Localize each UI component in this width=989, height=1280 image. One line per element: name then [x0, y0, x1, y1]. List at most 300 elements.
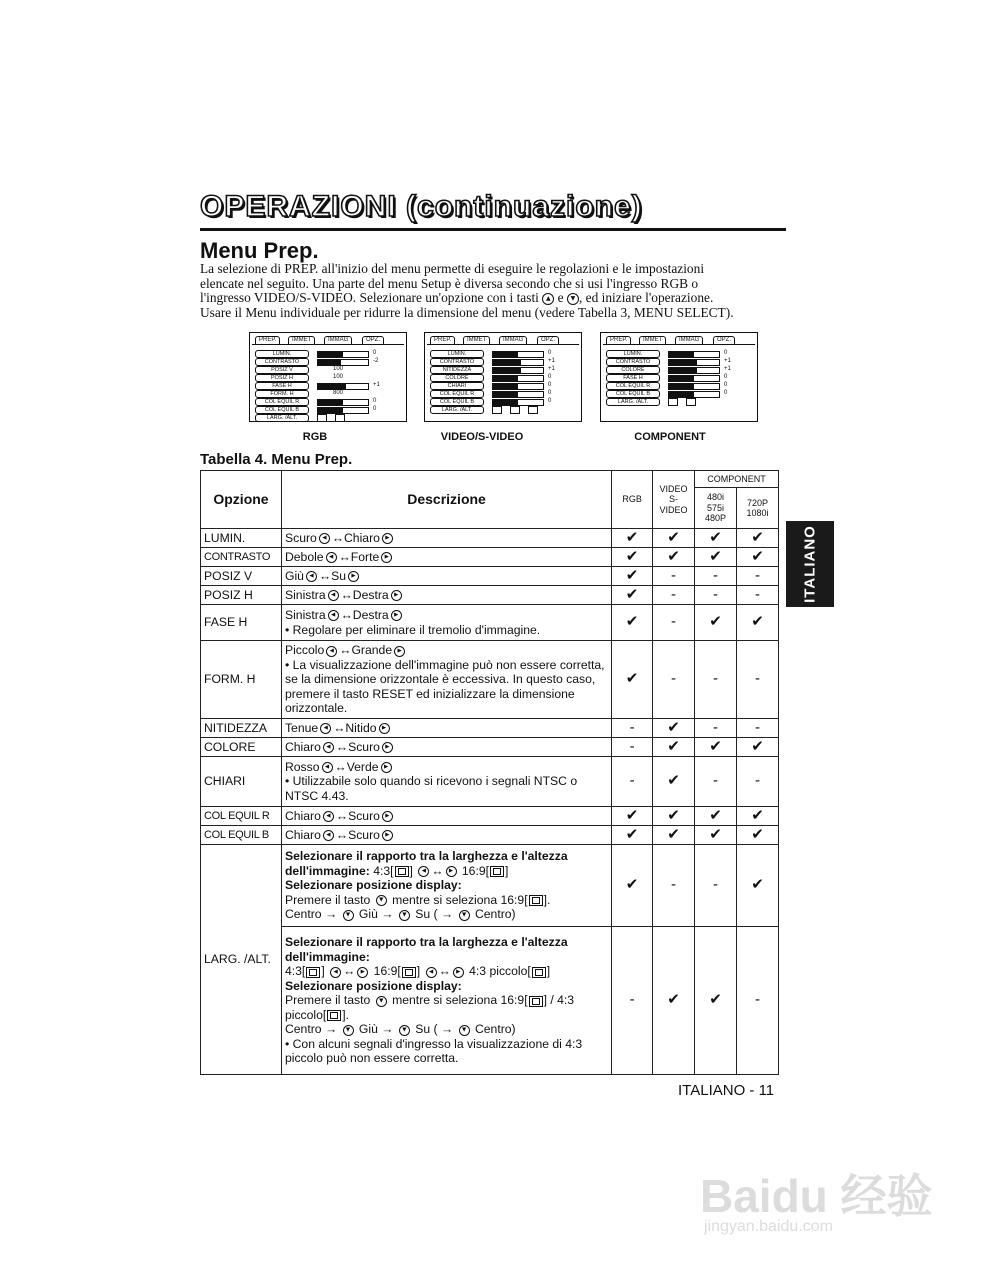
- right-button-icon: ▶: [382, 533, 393, 544]
- menu-row-label: LARG. /ALT.: [606, 398, 660, 406]
- left-button-icon: ◀: [306, 571, 317, 582]
- check-mark: ✔: [695, 807, 737, 826]
- menu-tab[interactable]: IMMAG: [675, 336, 703, 345]
- menu-level-bar: [668, 359, 720, 366]
- ratio-small: 4:3 piccolo[: [469, 964, 531, 979]
- menu-tabs: [252, 335, 404, 345]
- range-high: Forte: [350, 549, 380, 564]
- range-low: Sinistra: [284, 608, 326, 622]
- screen-169-icon: [529, 996, 543, 1007]
- page-heading: OPERAZIONI (continuazione): [200, 190, 643, 223]
- range-low: Giù: [284, 568, 304, 583]
- menu-row-label: POSIZ H: [255, 374, 309, 382]
- range-high: Su: [331, 568, 347, 583]
- down-button-icon: ▼: [399, 1025, 410, 1036]
- option-range: Chiaro ◀ ↔Scuro ▶: [281, 738, 611, 757]
- component-menu-screen: [600, 332, 758, 422]
- right-button-icon: ▶: [382, 830, 393, 841]
- menu-level-fill: [669, 376, 694, 381]
- up-button-icon: ▲: [542, 293, 554, 305]
- dash-mark: -: [612, 719, 653, 738]
- left-button-icon: ◀: [323, 742, 334, 753]
- screen-169-icon: [490, 866, 504, 877]
- option-note: • Regolare per eliminare il tremolio d'immagine.: [284, 622, 541, 637]
- menu-row-value: 0: [373, 398, 377, 404]
- dash-mark: -: [695, 567, 737, 586]
- desc-text: Premere il tasto: [284, 993, 371, 1008]
- range-low: Chiaro: [284, 808, 321, 823]
- option-name: NITIDEZZA: [201, 719, 282, 738]
- screen-43-icon: [306, 967, 320, 978]
- menu-row-label: COL EQUIL R: [255, 398, 309, 406]
- desc-bold: Selezionare posizione display:: [284, 978, 462, 993]
- desc-text: Centro: [284, 1022, 322, 1037]
- menu-row-label: FASE H: [255, 382, 309, 390]
- option-range: Tenue ◀ ↔Nitido ▶: [281, 719, 611, 738]
- left-button-icon: ◀: [320, 723, 331, 734]
- menu-row[interactable]: [606, 374, 756, 381]
- option-name: POSIZ V: [201, 567, 282, 586]
- left-button-icon: ◀: [323, 830, 334, 841]
- menu-row-label: COL EQUIL B: [255, 406, 309, 414]
- menu-row[interactable]: [255, 358, 405, 365]
- table-row: [201, 719, 779, 738]
- intro-text: , ed iniziare l'operazione.: [578, 290, 714, 306]
- menu-row[interactable]: [430, 406, 580, 413]
- menu-row[interactable]: [606, 358, 756, 365]
- header-component: COMPONENT: [695, 471, 779, 488]
- intro-line: elencate nel seguito. Una parte del menu Setup è diversa secondo che si usi l'ingresso RGB o: [200, 275, 699, 291]
- desc-text: Su (: [415, 1022, 438, 1037]
- intro-text: e: [557, 290, 564, 306]
- menu-level-fill: [493, 352, 518, 357]
- dash-mark: -: [736, 927, 778, 1075]
- dash-mark: -: [736, 586, 778, 605]
- desc-text: mentre si seleziona 16:9[: [392, 892, 528, 907]
- desc-bold: Selezionare il rapporto tra la larghezza e l'altezza: [284, 935, 568, 950]
- option-range: Rosso ◀ ↔Verde ▶ • Utilizzabile solo quando si ricevono i segnali NTSC o NTSC 4.43.: [281, 757, 611, 807]
- check-mark: ✔: [695, 605, 737, 641]
- h-480i: 480i: [707, 492, 725, 503]
- option-range: Giù ◀ ↔Su ▶: [281, 567, 611, 586]
- left-button-icon: ◀: [328, 590, 339, 601]
- menu-tab[interactable]: OPZ.: [537, 336, 559, 345]
- menu-tab[interactable]: IMMET: [288, 336, 315, 345]
- left-button-icon: ◀: [418, 866, 429, 877]
- menu-row-label: COL EQUIL B: [430, 398, 484, 406]
- desc-bold: Selezionare posizione display:: [284, 878, 462, 893]
- down-button-icon: ▼: [399, 910, 410, 921]
- check-mark: ✔: [653, 757, 695, 807]
- range-low: Chiaro: [284, 827, 321, 842]
- menu-level-fill: [669, 392, 694, 397]
- intro-line: La selezione di PREP. all'inizio del menu permette di eseguire le regolazioni e le impostazioni: [200, 261, 705, 276]
- option-name: FORM. H: [201, 641, 282, 719]
- menu-row-value: 0: [548, 390, 552, 396]
- menu-row-label: COLORE: [430, 374, 484, 382]
- header-component-hd: [736, 488, 778, 529]
- menu-tabs: [427, 335, 579, 345]
- menu-row-value: 0: [548, 398, 552, 404]
- right-button-icon: ▶: [348, 571, 359, 582]
- screen-43-icon: [395, 866, 409, 877]
- menu-row[interactable]: [255, 390, 405, 397]
- intro-text: l'ingresso VIDEO/S-VIDEO. Selezionare un'opzione con i tasti: [200, 290, 539, 306]
- menu-row[interactable]: [430, 350, 580, 357]
- check-mark: ✔: [612, 826, 653, 845]
- table-row: [201, 567, 779, 586]
- dash-mark: -: [612, 927, 653, 1075]
- menu-row-label: FORM. H: [255, 390, 309, 398]
- menu-level-fill: [669, 352, 694, 357]
- menu-tab[interactable]: IMMAG: [324, 336, 352, 345]
- menu-level-fill: [493, 392, 518, 397]
- menu-level-bar: [317, 399, 369, 406]
- check-mark: ✔: [653, 927, 695, 1075]
- check-mark: ✔: [736, 529, 778, 548]
- dash-mark: -: [736, 641, 778, 719]
- section-title: Menu Prep.: [200, 238, 319, 263]
- left-button-icon: ◀: [330, 967, 341, 978]
- dash-mark: -: [653, 567, 695, 586]
- table-row: [201, 641, 779, 719]
- check-mark: ✔: [653, 548, 695, 567]
- menu-row-value: 0: [548, 374, 552, 380]
- menu-row[interactable]: [255, 350, 405, 357]
- menu-row-value: +1: [548, 358, 555, 364]
- watermark-url: jingyan.baidu.com: [704, 1218, 833, 1235]
- table-row: [201, 927, 779, 1075]
- left-button-icon: ◀: [319, 533, 330, 544]
- menu-row[interactable]: [430, 358, 580, 365]
- header-opzione: Opzione: [201, 471, 282, 529]
- check-mark: ✔: [653, 807, 695, 826]
- menu-caption-video: VIDEO/S-VIDEO: [440, 431, 524, 443]
- check-mark: ✔: [736, 548, 778, 567]
- option-name: COLORE: [201, 738, 282, 757]
- desc-text: piccolo[: [284, 1007, 327, 1022]
- menu-level-fill: [318, 408, 343, 413]
- check-mark: ✔: [612, 586, 653, 605]
- language-side-tab: [786, 521, 834, 607]
- dash-mark: -: [736, 567, 778, 586]
- check-mark: ✔: [653, 826, 695, 845]
- check-mark: ✔: [695, 927, 737, 1075]
- menu-row-label: COL EQUIL R: [606, 382, 660, 390]
- right-button-icon: ▶: [357, 967, 368, 978]
- desc-bold: dell'immagine:: [284, 863, 370, 878]
- intro-line: Usare il Menu individuale per ridurre la dimensione del menu (vedere Tabella 3, MENU SELECT).: [200, 304, 734, 320]
- table-row: [201, 757, 779, 807]
- menu-row[interactable]: [606, 398, 756, 405]
- menu-level-bar: [492, 367, 544, 374]
- h-720p: 720P: [746, 497, 768, 508]
- menu-row[interactable]: [255, 374, 405, 381]
- header-svideo-line: S-VIDEO: [659, 494, 688, 515]
- option-name: COL EQUIL R: [201, 807, 282, 826]
- range-low: Sinistra: [284, 587, 326, 602]
- aspect-icon: [492, 406, 502, 414]
- range-low: Chiaro: [284, 739, 321, 754]
- menu-row[interactable]: [606, 350, 756, 357]
- option-range: Sinistra ◀ ↔Destra ▶: [281, 586, 611, 605]
- menu-row-value: 0: [373, 406, 377, 412]
- menu-level-fill: [318, 384, 346, 389]
- menu-row-value: 0: [724, 390, 728, 396]
- option-range: Chiaro ◀ ↔Scuro ▶: [281, 826, 611, 845]
- check-mark: ✔: [612, 548, 653, 567]
- left-button-icon: ◀: [326, 646, 337, 657]
- down-button-icon: ▼: [376, 895, 387, 906]
- menu-tab[interactable]: IMMET: [463, 336, 490, 345]
- table-row: [201, 738, 779, 757]
- option-range: Debole ◀ ↔Forte ▶: [281, 548, 611, 567]
- right-button-icon: ▶: [446, 866, 457, 877]
- range-high: Scuro: [348, 827, 380, 842]
- menu-row-label: COL EQUIL R: [430, 390, 484, 398]
- rgb-menu-screen: [249, 332, 407, 422]
- menu-tab[interactable]: OPZ.: [713, 336, 735, 345]
- down-button-icon: ▼: [567, 293, 579, 305]
- menu-row-value: 0: [373, 350, 377, 356]
- menu-row-label: LUMIN.: [606, 350, 660, 358]
- menu-row-label: CHIARI: [430, 382, 484, 390]
- left-button-icon: ◀: [322, 762, 333, 773]
- desc-text: Su (: [415, 907, 438, 922]
- menu-row[interactable]: [255, 398, 405, 405]
- check-mark: ✔: [736, 738, 778, 757]
- option-range: Chiaro ◀ ↔Scuro ▶: [281, 807, 611, 826]
- menu-row[interactable]: [606, 390, 756, 397]
- screen-small-icon: [532, 967, 546, 978]
- range-high: Destra: [352, 608, 389, 622]
- menu-row-value: 0: [724, 382, 728, 388]
- menu-level-bar: [668, 375, 720, 382]
- menu-level-fill: [669, 384, 694, 389]
- menu-row[interactable]: [255, 382, 405, 389]
- h-1080i: 1080i: [746, 508, 769, 518]
- down-button-icon: ▼: [459, 1025, 470, 1036]
- menu-row-value: +1: [373, 382, 380, 388]
- table-title: Tabella 4. Menu Prep.: [200, 451, 353, 468]
- menu-row-label: COL EQUIL B: [606, 390, 660, 398]
- intro-paragraph: [200, 262, 790, 320]
- range-high: Verde: [346, 759, 379, 774]
- menu-row-value: 0: [724, 350, 728, 356]
- menu-caption-rgb: RGB: [302, 431, 328, 443]
- menu-level-bar: [317, 383, 369, 390]
- watermark-logo: Baidu 经验: [700, 1170, 933, 1222]
- menu-tab[interactable]: PREP.: [430, 336, 455, 345]
- video-menu-screen: [424, 332, 582, 422]
- menu-row[interactable]: [606, 366, 756, 373]
- option-range: Scuro ◀ ↔Chiaro ▶: [281, 529, 611, 548]
- range-high: Destra: [352, 587, 389, 602]
- menu-level-bar: [492, 359, 544, 366]
- range-high: Scuro: [348, 739, 380, 754]
- menu-tab[interactable]: OPZ.: [362, 336, 384, 345]
- desc-text: Giù: [358, 1022, 378, 1037]
- header-rgb: RGB: [612, 471, 653, 529]
- menu-tab[interactable]: PREP.: [606, 336, 631, 345]
- menu-row-value: 0: [548, 382, 552, 388]
- table-row: [201, 548, 779, 567]
- option-name: LARG. /ALT.: [201, 845, 282, 1075]
- option-range: Piccolo ◀ ↔Grande ▶ • La visualizzazione dell'immagine può non essere corretta, se la dimensione orizzontale è eccessiva. In questo caso, premere il tasto RESET ed inizializzare la dimensione orizzontale.: [281, 641, 611, 719]
- check-mark: ✔: [653, 738, 695, 757]
- range-high: Nitido: [345, 720, 377, 735]
- ratio-43: 4:3[: [284, 964, 306, 979]
- menu-row[interactable]: [430, 366, 580, 373]
- desc-text: mentre si seleziona 16:9[: [392, 993, 528, 1008]
- check-mark: ✔: [612, 605, 653, 641]
- right-button-icon: ▶: [391, 590, 402, 601]
- dash-mark: -: [736, 757, 778, 807]
- menu-row-value: -2: [373, 358, 379, 364]
- desc-text: Centro: [284, 907, 322, 922]
- option-name: CHIARI: [201, 757, 282, 807]
- right-button-icon: ▶: [379, 723, 390, 734]
- aspect-icon: [668, 398, 678, 406]
- menu-row-value: 0: [724, 374, 728, 380]
- menu-row-label: LUMIN.: [255, 350, 309, 358]
- right-button-icon: ▶: [453, 967, 464, 978]
- menu-row-value: +1: [724, 366, 731, 372]
- option-name: POSIZ H: [201, 586, 282, 605]
- menu-tab[interactable]: PREP.: [255, 336, 280, 345]
- menu-row[interactable]: [430, 382, 580, 389]
- menu-row-label: CONTRASTO: [430, 358, 484, 366]
- menu-row-value: 800: [333, 390, 344, 396]
- h-480p: 480P: [704, 513, 727, 524]
- down-button-icon: ▼: [343, 910, 354, 921]
- desc-text: Centro): [474, 907, 516, 922]
- screen-169-icon: [529, 895, 543, 906]
- menu-row-value: 100: [333, 366, 344, 372]
- menu-tab[interactable]: IMMET: [639, 336, 666, 345]
- menu-row-value: +1: [724, 358, 731, 364]
- option-note: • Utilizzabile solo quando si ricevono i segnali NTSC o NTSC 4.43.: [284, 774, 578, 803]
- range-high: Scuro: [348, 808, 380, 823]
- header-video-line: VIDEO: [659, 483, 688, 494]
- menu-prep-table: [200, 470, 779, 1075]
- menu-level-fill: [493, 384, 518, 389]
- check-mark: ✔: [612, 567, 653, 586]
- option-name: FASE H: [201, 605, 282, 641]
- menu-level-bar: [668, 391, 720, 398]
- left-button-icon: ◀: [323, 811, 334, 822]
- intro-line: [200, 291, 790, 306]
- menu-level-bar: [492, 383, 544, 390]
- dash-mark: -: [653, 845, 695, 927]
- dash-mark: -: [612, 757, 653, 807]
- menu-row-label: CONTRASTO: [606, 358, 660, 366]
- menu-row-label: POSIZ V: [255, 366, 309, 374]
- menu-row[interactable]: [430, 398, 580, 405]
- menu-level-bar: [668, 367, 720, 374]
- menu-row-label: FASE H: [606, 374, 660, 382]
- screen-169-icon: [402, 967, 416, 978]
- right-button-icon: ▶: [391, 610, 402, 621]
- desc-bold: Selezionare il rapporto tra la larghezza e l'altezza: [284, 849, 568, 864]
- left-button-icon: ◀: [328, 610, 339, 621]
- range-high: Chiaro: [344, 530, 380, 545]
- menu-level-bar: [492, 399, 544, 406]
- menu-row-label: COLORE: [606, 366, 660, 374]
- menu-tab[interactable]: IMMAG: [499, 336, 527, 345]
- menu-row-label: NITIDEZZA: [430, 366, 484, 374]
- menu-level-bar: [668, 383, 720, 390]
- menu-row[interactable]: [255, 406, 405, 413]
- table-row: [201, 807, 779, 826]
- check-mark: ✔: [695, 548, 737, 567]
- menu-row[interactable]: [430, 374, 580, 381]
- range-low: Scuro: [284, 530, 317, 545]
- side-tab-label: ITALIANO: [801, 525, 819, 603]
- down-button-icon: ▼: [376, 996, 387, 1007]
- option-description: Selezionare il rapporto tra la larghezza e l'altezza dell'immagine: 4:3[ ] ◀ ↔ ▶ 16:9[ ] ◀ ↔ ▶ 4:3 piccolo[ ] Selezionare posizione display: Premere il tasto ▼ mentre si seleziona 16:9[ ] / 4:3 piccolo[ ]. Centro → ▼ Giù → ▼ Su ( → ▼ Centro) • Con alcuni segnali d'ingresso la visualizzazione di 4:3 piccolo può non essere corretta.: [281, 927, 611, 1075]
- ratio-169: 16:9[: [461, 863, 490, 878]
- menu-caption-component: COMPONENT: [634, 431, 706, 443]
- check-mark: ✔: [612, 845, 653, 927]
- menu-row-label: LARG. /ALT.: [430, 406, 484, 414]
- check-mark: ✔: [612, 641, 653, 719]
- aspect-icon: [317, 414, 327, 422]
- menu-row[interactable]: [255, 366, 405, 373]
- aspect-icon: [528, 406, 538, 414]
- dash-mark: -: [736, 719, 778, 738]
- table-row: [201, 845, 779, 927]
- option-name: COL EQUIL B: [201, 826, 282, 845]
- dash-mark: -: [695, 586, 737, 605]
- table-row: [201, 529, 779, 548]
- menu-tabs: [603, 335, 755, 345]
- table-row: [201, 605, 779, 641]
- check-mark: ✔: [695, 529, 737, 548]
- dash-mark: -: [695, 719, 737, 738]
- ratio-169: 16:9[: [373, 964, 401, 979]
- check-mark: ✔: [736, 807, 778, 826]
- check-mark: ✔: [695, 738, 737, 757]
- option-range: Sinistra ◀ ↔Destra ▶ • Regolare per eliminare il tremolio d'immagine.: [281, 605, 611, 641]
- option-name: LUMIN.: [201, 529, 282, 548]
- menu-row[interactable]: [430, 390, 580, 397]
- menu-level-fill: [493, 360, 521, 365]
- menu-level-bar: [492, 391, 544, 398]
- check-mark: ✔: [612, 529, 653, 548]
- range-low: Rosso: [284, 759, 320, 774]
- header-descrizione: Descrizione: [281, 471, 611, 529]
- menu-level-bar: [492, 375, 544, 382]
- menu-level-fill: [669, 368, 697, 373]
- watermark: [700, 1120, 940, 1240]
- down-button-icon: ▼: [459, 910, 470, 921]
- screen-small-icon: [327, 1010, 341, 1021]
- menu-level-fill: [493, 376, 518, 381]
- check-mark: ✔: [736, 826, 778, 845]
- option-name: CONTRASTO: [201, 548, 282, 567]
- check-mark: ✔: [653, 719, 695, 738]
- table-row: [201, 586, 779, 605]
- menu-row[interactable]: [606, 382, 756, 389]
- aspect-icon: [686, 398, 696, 406]
- check-mark: ✔: [736, 845, 778, 927]
- range-low: Debole: [284, 549, 324, 564]
- menu-row-label: CONTRASTO: [255, 358, 309, 366]
- menu-row[interactable]: [255, 414, 405, 421]
- table-row: [201, 826, 779, 845]
- option-note: • La visualizzazione dell'immagine può non essere corretta, se la dimensione orizzontale è eccessiva. In questo caso, premere il tasto RESET ed inizializzare la dimensione orizzontale.: [284, 657, 605, 716]
